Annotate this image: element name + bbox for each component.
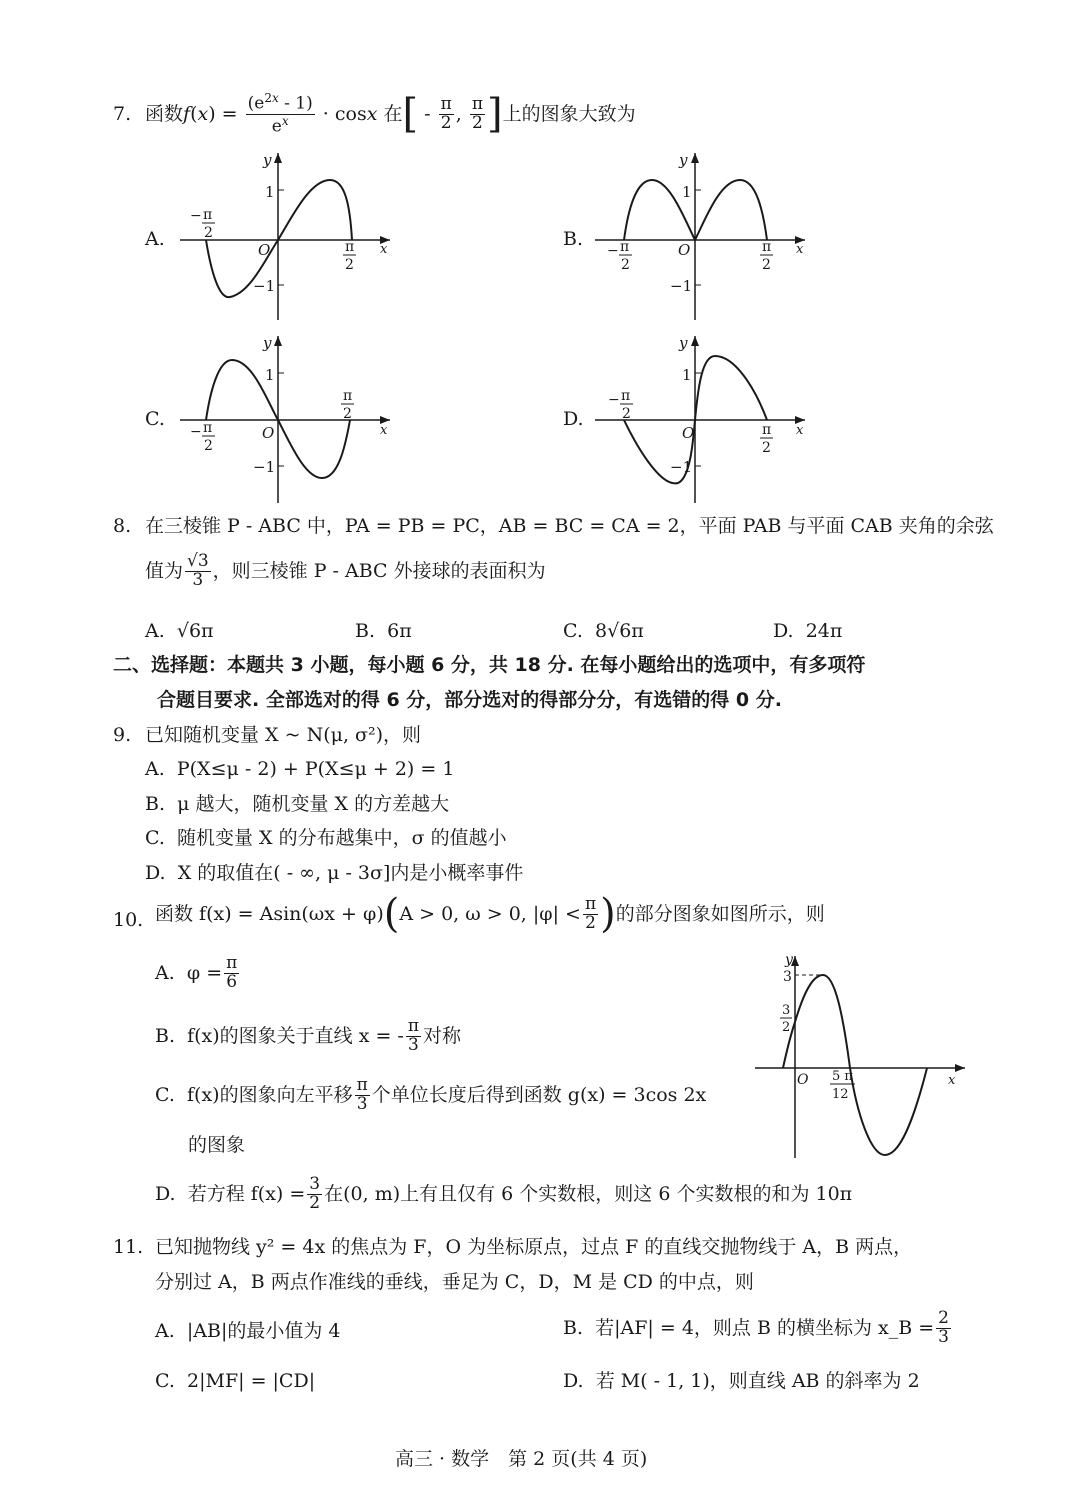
q8-line2-prefix: 值为 <box>145 559 184 582</box>
q11-option-d-label: D. <box>563 1370 584 1392</box>
q11-option-c <box>155 1372 315 1391</box>
q7-option-d-label: D. <box>563 408 584 430</box>
q11-number: 11. <box>113 1236 144 1258</box>
svg-text:π: π <box>343 388 353 404</box>
svg-text:O: O <box>678 241 691 259</box>
svg-text:π: π <box>203 207 213 223</box>
svg-text:−: − <box>190 424 202 440</box>
q10-option-c <box>155 1077 706 1114</box>
svg-text:x: x <box>796 423 804 438</box>
q11-option-b-text: 若|AF| = 4，则点 B 的横坐标为 x_B = <box>595 1316 935 1339</box>
svg-text:5 π: 5 π <box>832 1069 853 1084</box>
q9-option-d-text: X 的取值在( - ∞, μ - 3σ]内是小概率事件 <box>177 862 524 884</box>
q9-option-b <box>145 795 449 814</box>
svg-text:π: π <box>620 239 630 255</box>
q9-option-c-label: C. <box>145 827 165 849</box>
q11-line1: 已知抛物线 y² = 4x 的焦点为 F，O 为坐标原点，过点 F 的直线交抛物线于 A，B 两点， <box>155 1236 913 1258</box>
q9-stem: 已知随机变量 X ~ N(μ, σ²)，则 <box>145 724 422 746</box>
q8-option-d-label: D. <box>773 620 794 642</box>
q10-option-a <box>155 955 241 992</box>
q8-number: 8. <box>113 515 132 537</box>
q10-pi-over-2: $\frac{\pi}{2}$ <box>584 893 597 933</box>
svg-text:O: O <box>262 424 275 442</box>
q10-graph <box>755 950 970 1160</box>
svg-text:y: y <box>785 952 793 968</box>
q11-option-a-label: A. <box>155 1320 175 1342</box>
q10-option-d <box>155 1176 852 1213</box>
q11-option-d <box>563 1372 920 1391</box>
svg-text:y: y <box>679 334 688 352</box>
svg-text:3: 3 <box>783 969 792 985</box>
q11-option-d-text: 若 M( - 1, 1)，则直线 AB 的斜率为 2 <box>595 1370 920 1392</box>
svg-text:π: π <box>762 422 772 438</box>
q10-option-b-fraction: $\frac{\pi}{3}$ <box>407 1016 420 1055</box>
svg-text:−: − <box>190 208 202 224</box>
q11-option-c-label: C. <box>155 1370 175 1392</box>
svg-text:2: 2 <box>621 257 630 273</box>
svg-text:O: O <box>797 1072 809 1088</box>
q8-option-d-text: 24π <box>805 620 843 642</box>
q10-stem-cond: A > 0, ω > 0, |φ| < <box>399 902 581 925</box>
q8-option-b <box>355 622 412 641</box>
q10-stem-suffix: 的部分图象如图所示，则 <box>615 902 825 925</box>
q10-stem: 函数 f(x) = Asin(ωx + φ) ( A > 0, ω > 0, |φ| < $\frac{\pi}{2}$ ) 的部分图象如图所示，则 <box>155 891 825 937</box>
svg-text:1: 1 <box>265 366 275 384</box>
svg-text:π: π <box>345 239 355 255</box>
svg-text:−1: −1 <box>253 458 276 476</box>
svg-text:2: 2 <box>345 257 354 273</box>
q11-option-c-text: 2|MF| = |CD| <box>187 1370 316 1392</box>
q7-graph-b <box>590 145 820 325</box>
q10-option-d-text2: 在(0, m)上有且仅有 6 个实数根，则这 6 个实数根的和为 10π <box>324 1182 853 1205</box>
svg-text:2: 2 <box>782 1020 791 1035</box>
svg-text:y: y <box>263 151 272 169</box>
q8-option-a-text: √6π <box>176 620 214 642</box>
q10-option-d-text1: 若方程 f(x) = <box>187 1182 306 1205</box>
q10-option-d-label: D. <box>155 1182 176 1205</box>
svg-text:2: 2 <box>204 225 213 241</box>
svg-text:O: O <box>682 424 695 442</box>
q10-option-d-fraction: $\frac{3}{2}$ <box>309 1174 321 1213</box>
q11-option-a <box>155 1322 340 1341</box>
q8-option-a-label: A. <box>145 620 165 642</box>
q9-option-b-text: μ 越大，随机变量 X 的方差越大 <box>177 793 450 815</box>
q10-option-a-label: A. <box>155 961 175 984</box>
q8-line2-suffix: ，则三棱锥 P - ABC 外接球的表面积为 <box>212 559 546 582</box>
q10-option-a-text: φ = <box>186 961 223 984</box>
q7-option-b-label: B. <box>563 228 584 250</box>
svg-text:π: π <box>203 420 213 436</box>
q7-function: f ( x ) = $\frac{(e^{2x} - 1)}{e^x}$ · cos x 在 [ - $\frac{\pi}{2}$ , $\frac{\pi}{2}$ ] <box>183 91 503 137</box>
q9-option-d <box>145 864 523 883</box>
q10-option-c-text2: 个单位长度后得到函数 g(x) = 3cos 2x <box>371 1083 707 1106</box>
svg-text:1: 1 <box>682 366 692 384</box>
svg-text:2: 2 <box>343 406 352 422</box>
q7-option-c-label: C. <box>145 408 165 430</box>
q7-number: 7. <box>113 103 132 125</box>
q7-graph-a <box>170 145 400 325</box>
q8-option-d <box>773 622 842 641</box>
svg-text:12: 12 <box>832 1087 849 1102</box>
svg-text:x: x <box>796 242 804 257</box>
q7-stem-prefix: 函数 <box>145 102 184 125</box>
svg-text:x: x <box>380 423 388 438</box>
q7-option-a-label: A. <box>145 228 165 250</box>
q8-line1: 在三棱锥 P - ABC 中，PA = PB = PC，AB = BC = CA = 2，平面 PAB 与平面 CAB 夹角的余弦 <box>145 515 994 537</box>
section2-heading-line2: 合题目要求. 全部选对的得 6 分，部分选对的得部分分，有选错的得 0 分. <box>157 689 782 711</box>
q7-stem-suffix: 上的图象大致为 <box>502 102 636 125</box>
q10-option-c-label: C. <box>155 1083 175 1106</box>
q10-number: 10. <box>113 909 144 931</box>
q10-option-c-fraction: $\frac{\pi}{3}$ <box>356 1075 368 1114</box>
q7-graph-c <box>170 328 400 508</box>
svg-text:y: y <box>263 334 272 352</box>
svg-text:1: 1 <box>682 183 692 201</box>
q11-option-b <box>563 1310 953 1347</box>
q10-option-c-line2: 的图象 <box>188 1134 246 1156</box>
q9-option-a-label: A. <box>145 758 165 780</box>
q10-option-b-label: B. <box>155 1024 176 1047</box>
svg-text:2: 2 <box>762 257 771 273</box>
q8-option-b-text: 6π <box>387 620 412 642</box>
svg-text:O: O <box>258 241 271 259</box>
q9-option-d-label: D. <box>145 862 166 884</box>
q11-option-b-label: B. <box>563 1316 584 1339</box>
svg-text:1: 1 <box>265 183 275 201</box>
q9-option-b-label: B. <box>145 793 166 815</box>
q10-option-b-text1: f(x)的图象关于直线 x = - <box>187 1024 404 1047</box>
svg-text:y: y <box>679 151 688 169</box>
q8-cosine-fraction: $\frac{√3}{3}$ <box>187 551 209 590</box>
q9-option-c <box>145 829 507 848</box>
q11-option-a-text: |AB|的最小值为 4 <box>186 1320 341 1342</box>
q8-option-b-label: B. <box>355 620 376 642</box>
svg-text:−: − <box>608 392 620 408</box>
q9-option-c-text: 随机变量 X 的分布越集中，σ 的值越小 <box>177 827 507 849</box>
svg-text:π: π <box>762 239 772 255</box>
svg-text:3: 3 <box>782 1003 791 1018</box>
q11-line2: 分别过 A，B 两点作准线的垂线，垂足为 C，D，M 是 CD 的中点，则 <box>155 1271 754 1293</box>
page-footer: 高三 · 数学 第 2 页(共 4 页) <box>395 1448 648 1470</box>
q8-option-a <box>145 622 214 641</box>
q9-option-a <box>145 760 454 779</box>
q7-graph-d <box>590 328 820 508</box>
svg-text:2: 2 <box>204 438 213 454</box>
q8-line2 <box>145 553 546 590</box>
svg-text:−: − <box>607 243 619 259</box>
section2-heading-line1: 二、选择题：本题共 3 小题，每小题 6 分，共 18 分. 在每小题给出的选项中，有多项符 <box>113 654 866 676</box>
q8-option-c-text: 8√6π <box>595 620 644 642</box>
q9-number: 9. <box>113 724 132 746</box>
q10-option-b <box>155 1018 461 1055</box>
svg-text:2: 2 <box>762 440 771 456</box>
svg-text:−1: −1 <box>670 277 693 295</box>
svg-text:π: π <box>621 388 631 404</box>
q10-option-b-text2: 对称 <box>423 1024 462 1047</box>
svg-text:x: x <box>948 1073 956 1088</box>
q10-stem-prefix: 函数 f(x) = Asin(ωx + φ) <box>155 902 384 925</box>
svg-text:−1: −1 <box>253 277 276 295</box>
q10-option-c-text1: f(x)的图象向左平移 <box>187 1083 353 1106</box>
q7-stem <box>145 92 636 136</box>
svg-text:−1: −1 <box>670 458 693 476</box>
svg-text:2: 2 <box>622 406 631 422</box>
svg-text:x: x <box>380 242 388 257</box>
q8-option-c-label: C. <box>563 620 583 642</box>
q10-option-a-fraction: $\frac{\pi}{6}$ <box>226 953 238 992</box>
q11-option-b-fraction: $\frac{2}{3}$ <box>938 1308 949 1347</box>
q8-option-c <box>563 622 644 641</box>
q9-option-a-text: P(X≤μ - 2) + P(X≤μ + 2) = 1 <box>176 758 455 780</box>
